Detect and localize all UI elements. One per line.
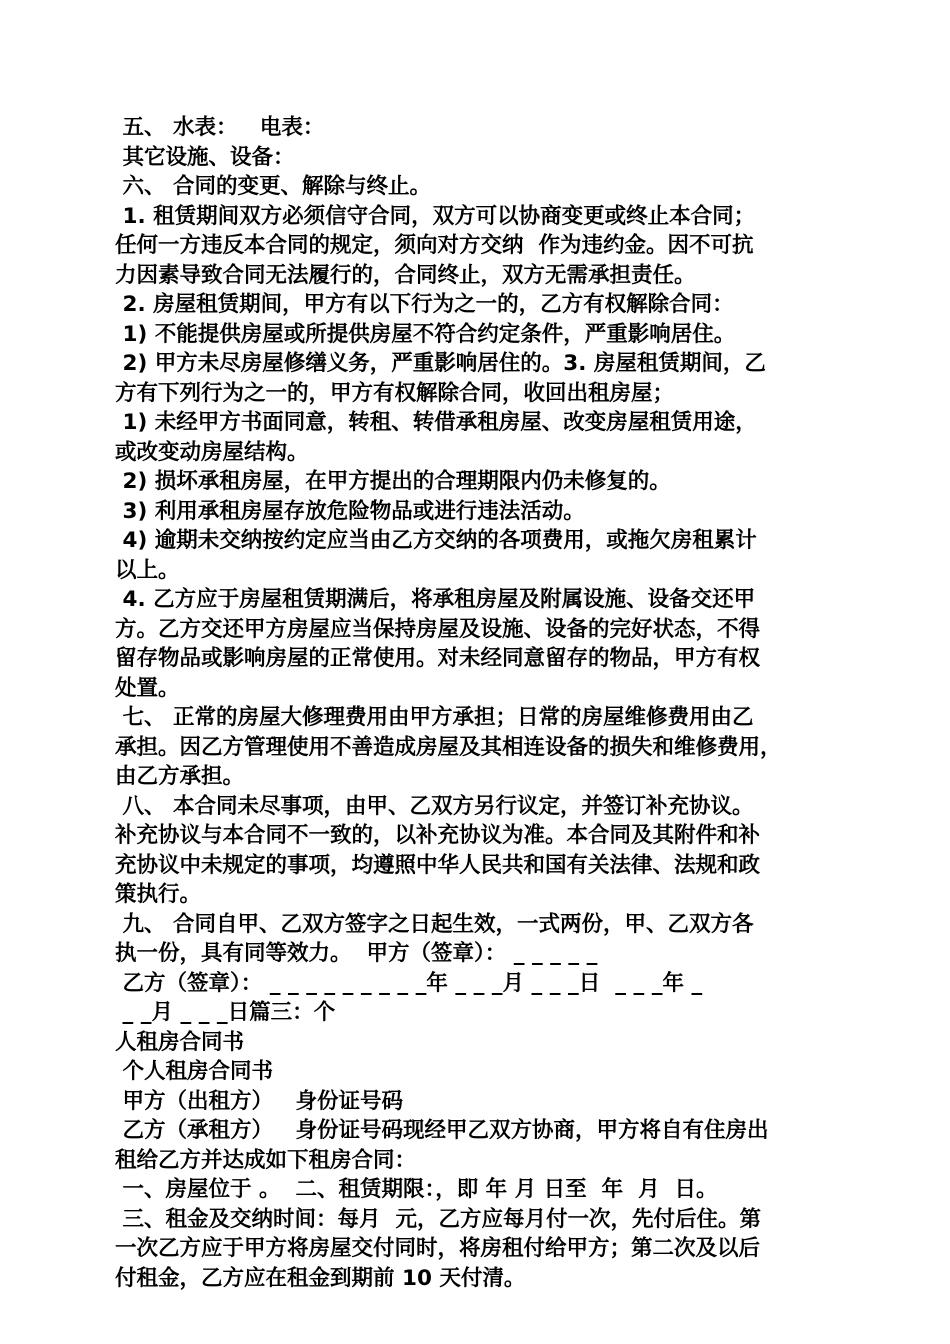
text-line: 一、房屋位于 。 二、租赁期限：，即 年 月 日至 年 月 日。 [115, 1177, 718, 1202]
text-line: 付租金，乙方应在租金到期前 10 天付清。 [115, 1265, 526, 1291]
text-line: 九、 合同自甲、乙双方签字之日起生效，一式两份，甲、乙双方各 [115, 911, 754, 937]
text-line: 以上。 [115, 557, 180, 583]
text-line: 乙方（签章）： _ _ _ _ _ _ _ _ _年 _ _ _月 _ _ _日 _ _ _年 _ [115, 970, 703, 996]
text-line: 2) 甲方未尽房屋修缮义务，严重影响居住的。3. 房屋租赁期间，乙 [115, 351, 766, 376]
text-line: 1) 不能提供房屋或所提供房屋不符合约定条件，严重影响居住。 [115, 321, 736, 347]
text-line: 人租房合同书 [115, 1029, 245, 1055]
text-line: 三、租金及交纳时间：每月 元，乙方应每月付一次，先付后住。第 [115, 1206, 761, 1232]
text-line: 乙方（承租方） 身份证号码现经甲乙双方协商，甲方将自有住房出 [115, 1118, 769, 1143]
text-line: 3) 利用承租房屋存放危险物品或进行违法活动。 [115, 498, 585, 524]
text-line: 力因素导致合同无法履行的，合同终止，双方无需承担责任。 [115, 262, 696, 288]
text-line: 4. 乙方应于房屋租赁期满后，将承租房屋及附属设施、设备交还甲 [115, 587, 756, 612]
text-line: 由乙方承担。 [115, 764, 245, 789]
text-line: 八、 本合同未尽事项，由甲、乙双方另行议定，并签订补充协议。 [115, 793, 754, 819]
text-line: 租给乙方并达成如下租房合同： [115, 1147, 417, 1173]
document-page [115, 113, 845, 1293]
text-line: 处置。 [115, 675, 180, 701]
text-line: 2. 房屋租赁期间，甲方有以下行为之一的，乙方有权解除合同： [115, 292, 734, 317]
text-line: 或改变动房屋结构。 [115, 439, 309, 465]
text-line: 1) 未经甲方书面同意，转租、转借承租房屋、改变房屋租赁用途， [115, 410, 757, 435]
text-line: 甲方（出租方） 身份证号码 [115, 1088, 403, 1114]
text-line: 留存物品或影响房屋的正常使用。对未经同意留存的物品，甲方有权 [115, 646, 761, 671]
text-line: 承担。因乙方管理使用不善造成房屋及其相连设备的损失和维修费用， [115, 734, 782, 760]
text-line: 方有下列行为之一的，甲方有权解除合同，收回出租房屋； [115, 380, 675, 406]
text-line: 充协议中未规定的事项，均遵照中华人民共和国有关法律、法规和政 [115, 852, 761, 878]
text-line: 策执行。 [115, 882, 202, 907]
text-line: 其它设施、设备： [115, 144, 295, 170]
text-line: 七、 正常的房屋大修理费用由甲方承担；日常的房屋维修费用由乙 [115, 705, 754, 730]
text-line: _ _月 _ _ _日篇三：个 [115, 1000, 336, 1025]
text-line: 六、 合同的变更、解除与终止。 [115, 174, 431, 199]
text-line: 任何一方违反本合同的规定，须向对方交纳 作为违约金。因不可抗 [115, 233, 754, 258]
text-line: 补充协议与本合同不一致的，以补充协议为准。本合同及其附件和补 [115, 823, 761, 848]
text-line: 五、 水表： 电表： [115, 115, 325, 140]
text-line: 一次乙方应于甲方将房屋交付同时，将房租付给甲方；第二次及以后 [115, 1236, 761, 1261]
text-line: 方。乙方交还甲方房屋应当保持房屋及设施、设备的完好状态，不得 [115, 616, 761, 642]
text-line: 4) 逾期未交纳按约定应当由乙方交纳的各项费用，或拖欠房租累计 [115, 528, 757, 553]
text-line: 1. 租赁期间双方必须信守合同，双方可以协商变更或终止本合同； [115, 203, 756, 229]
text-line: 个人租房合同书 [115, 1059, 273, 1084]
text-line: 执一份，具有同等效力。 甲方（签章）： _ _ _ _ _ [115, 941, 598, 966]
text-line: 2) 损坏承租房屋，在甲方提出的合理期限内仍未修复的。 [115, 469, 671, 494]
